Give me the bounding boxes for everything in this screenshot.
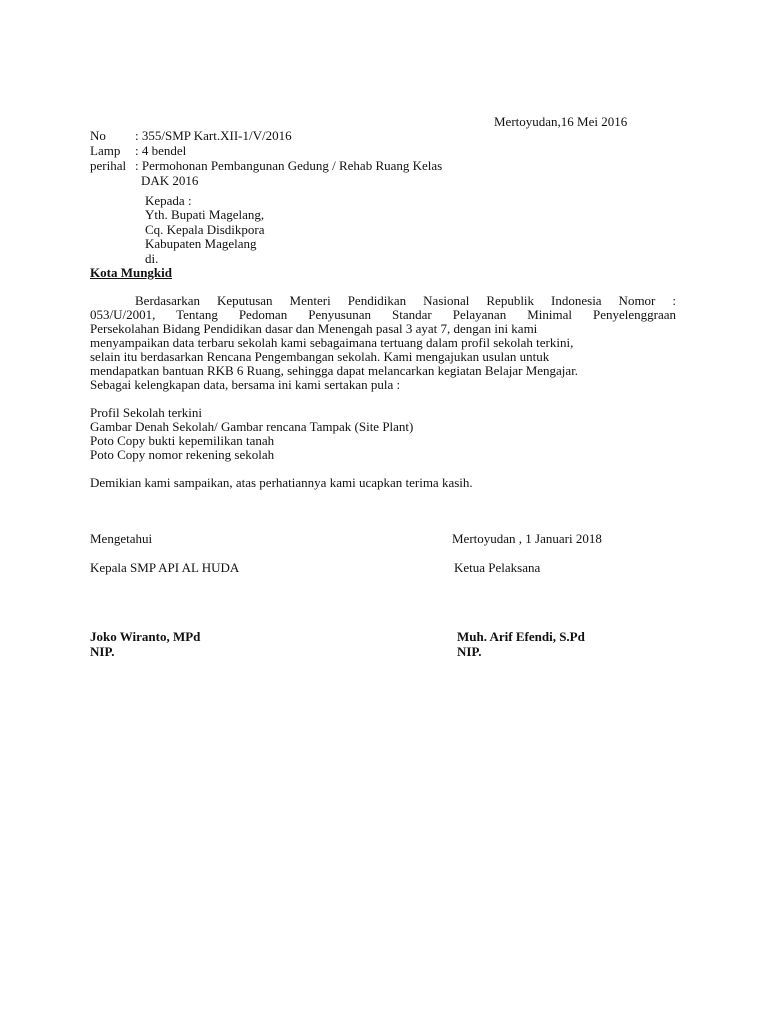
letter-date: Mertoyudan,16 Mei 2016 — [494, 114, 628, 129]
signature-left-heading: Mengetahui — [90, 531, 153, 546]
perihal-continuation: DAK 2016 — [141, 173, 199, 188]
signature-right-heading: Mertoyudan , 1 Januari 2018 — [452, 531, 602, 546]
recipient-line: Kabupaten Magelang — [145, 236, 257, 251]
recipient-line: Cq. Kepala Disdikpora — [145, 222, 265, 237]
meta-value-perihal: : Permohonan Pembangunan Gedung / Rehab Ruang Kelas — [135, 158, 443, 173]
recipient-line: Yth. Bupati Magelang, — [145, 207, 265, 222]
signature-right-role: Ketua Pelaksana — [454, 560, 541, 575]
body-line: Persekolahan Bidang Pendidikan dasar dan Menengah pasal 3 ayat 7, dengan ini kami — [90, 321, 538, 336]
body-line: mendapatkan bantuan RKB 6 Ruang, sehingga dapat melancarkan kegiatan Belajar Mengajar. — [90, 363, 579, 378]
recipient-line: Kepada : — [145, 193, 192, 208]
closing-sentence: Demikian kami sampaikan, atas perhatiannya kami ucapkan terima kasih. — [90, 475, 473, 490]
signature-left-role: Kepala SMP API AL HUDA — [90, 560, 240, 575]
attachment-item: Poto Copy nomor rekening sekolah — [90, 447, 275, 462]
attachment-list — [90, 406, 413, 462]
body-paragraph — [90, 294, 676, 392]
attachment-item: Profil Sekolah terkini — [90, 405, 202, 420]
body-line: Sebagai kelengkapan data, bersama ini kami sertakan pula : — [90, 377, 401, 392]
meta-label-perihal: perihal — [90, 158, 127, 173]
signature-right-name: Muh. Arif Efendi, S.Pd — [457, 629, 585, 644]
signature-left-name: Joko Wiranto, MPd — [90, 629, 201, 644]
recipient-line: di. — [145, 251, 159, 266]
meta-value-lamp: : 4 bendel — [135, 143, 187, 158]
signature-right-nip: NIP. — [457, 644, 482, 659]
body-line: Berdasarkan Keputusan Menteri Pendidikan Nasional Republik Indonesia Nomor : — [135, 293, 676, 308]
signature-left-nip: NIP. — [90, 644, 115, 659]
meta-label-no: No — [90, 128, 106, 143]
body-line: 053/U/2001, Tentang Pedoman Penyusunan Standar Pelayanan Minimal Penyelenggraan — [90, 307, 676, 322]
meta-label-lamp: Lamp — [90, 143, 121, 158]
recipient-city: Kota Mungkid — [90, 265, 172, 280]
body-line: selain itu berdasarkan Rencana Pengembangan sekolah. Kami mengajukan usulan untuk — [90, 349, 550, 364]
meta-value-no: : 355/SMP Kart.XII-1/V/2016 — [135, 128, 292, 143]
attachment-item: Poto Copy bukti kepemilikan tanah — [90, 433, 275, 448]
attachment-item: Gambar Denah Sekolah/ Gambar rencana Tampak (Site Plant) — [90, 419, 414, 434]
body-line: menyampaikan data terbaru sekolah kami sebagaimana tertuang dalam profil sekolah terkini, — [90, 335, 574, 350]
